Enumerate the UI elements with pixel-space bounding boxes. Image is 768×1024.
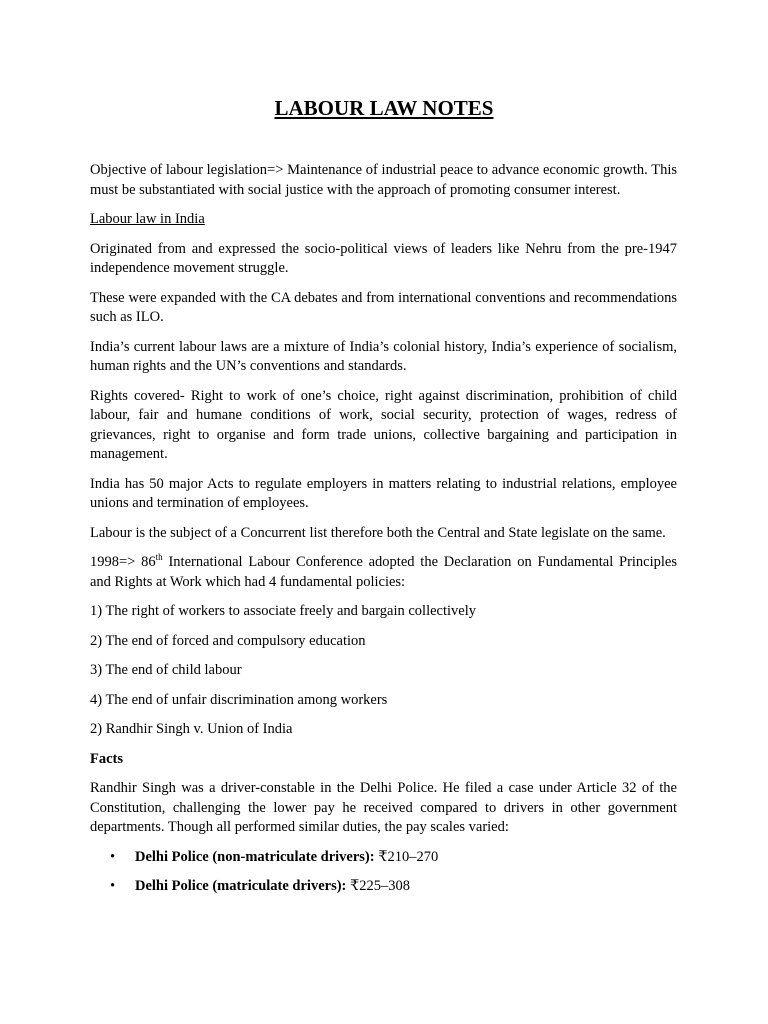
pay-scale-label: Delhi Police (matriculate drivers): <box>135 878 347 894</box>
policy-item-2: 2) The end of forced and compulsory education <box>90 632 366 649</box>
case-title: 2) Randhir Singh v. Union of India <box>90 721 293 737</box>
pay-scale-label: Delhi Police (non-matriculate drivers): <box>135 848 375 865</box>
section-heading-labour-law-india <box>90 210 677 230</box>
pay-scale-value: ₹225–308 <box>346 878 410 894</box>
document-body <box>90 161 677 907</box>
pay-scale-item <box>90 848 677 868</box>
concurrent-list-paragraph: Labour is the subject of a Concurrent list therefore both the Central and State legislate on the same. <box>90 524 666 541</box>
pay-scale-list <box>90 848 677 897</box>
document-title: LABOUR LAW NOTES <box>274 96 494 120</box>
ilo-declaration-text: International Labour Conference adopted the Declaration on Fundamental Principles and Rights at Work which had 4 fundamental policies: <box>90 554 678 590</box>
objective-paragraph: Objective of labour legislation=> Maintenance of industrial peace to advance economic growth. This must be substantiated with social justice with the approach of promoting consumer interest. <box>90 162 677 198</box>
bullet-icon: • <box>110 848 116 865</box>
policy-item-4: 4) The end of unfair discrimination among workers <box>90 691 388 708</box>
major-acts-paragraph: India has 50 major Acts to regulate employers in matters relating to industrial relations, employee unions and termination of employees. <box>90 475 677 511</box>
bullet-icon: • <box>110 878 116 894</box>
policy-item-3: 3) The end of child labour <box>90 662 242 678</box>
expansion-paragraph: These were expanded with the CA debates and from international conventions and recommendations such as ILO. <box>90 289 677 325</box>
origin-paragraph: Originated from and expressed the socio-political views of leaders like Nehru from the pre-1947 independence movement struggle. <box>90 240 677 276</box>
facts-heading: Facts <box>90 750 124 767</box>
ilo-year-text: 1998=> 86 <box>90 554 156 570</box>
rights-covered-paragraph: Rights covered- Right to work of one’s choice, right against discrimination, prohibition of child labour, fair and humane conditions of work, social security, protection of wages, redress of grievances, right to organise and form trade unions, collective bargaining and participation in management. <box>90 387 677 462</box>
pay-scale-value: ₹210–270 <box>374 848 439 865</box>
section-heading-text: Labour law in India <box>90 211 205 227</box>
facts-paragraph: Randhir Singh was a driver-constable in the Delhi Police. He filed a case under Article 32 of the Constitution, challenging the lower pay he received compared to drivers in other government departments. Though all performed similar duties, the pay scales varied: <box>90 780 677 835</box>
policy-item-1: 1) The right of workers to associate freely and bargain collectively <box>90 603 476 619</box>
current-laws-paragraph: India’s current labour laws are a mixture of India’s colonial history, India’s experience of socialism, human rights and the UN’s conventions and standards. <box>90 338 677 374</box>
ilo-declaration-paragraph <box>90 553 677 592</box>
ordinal-superscript: th <box>155 552 163 562</box>
pay-scale-item <box>90 877 677 897</box>
